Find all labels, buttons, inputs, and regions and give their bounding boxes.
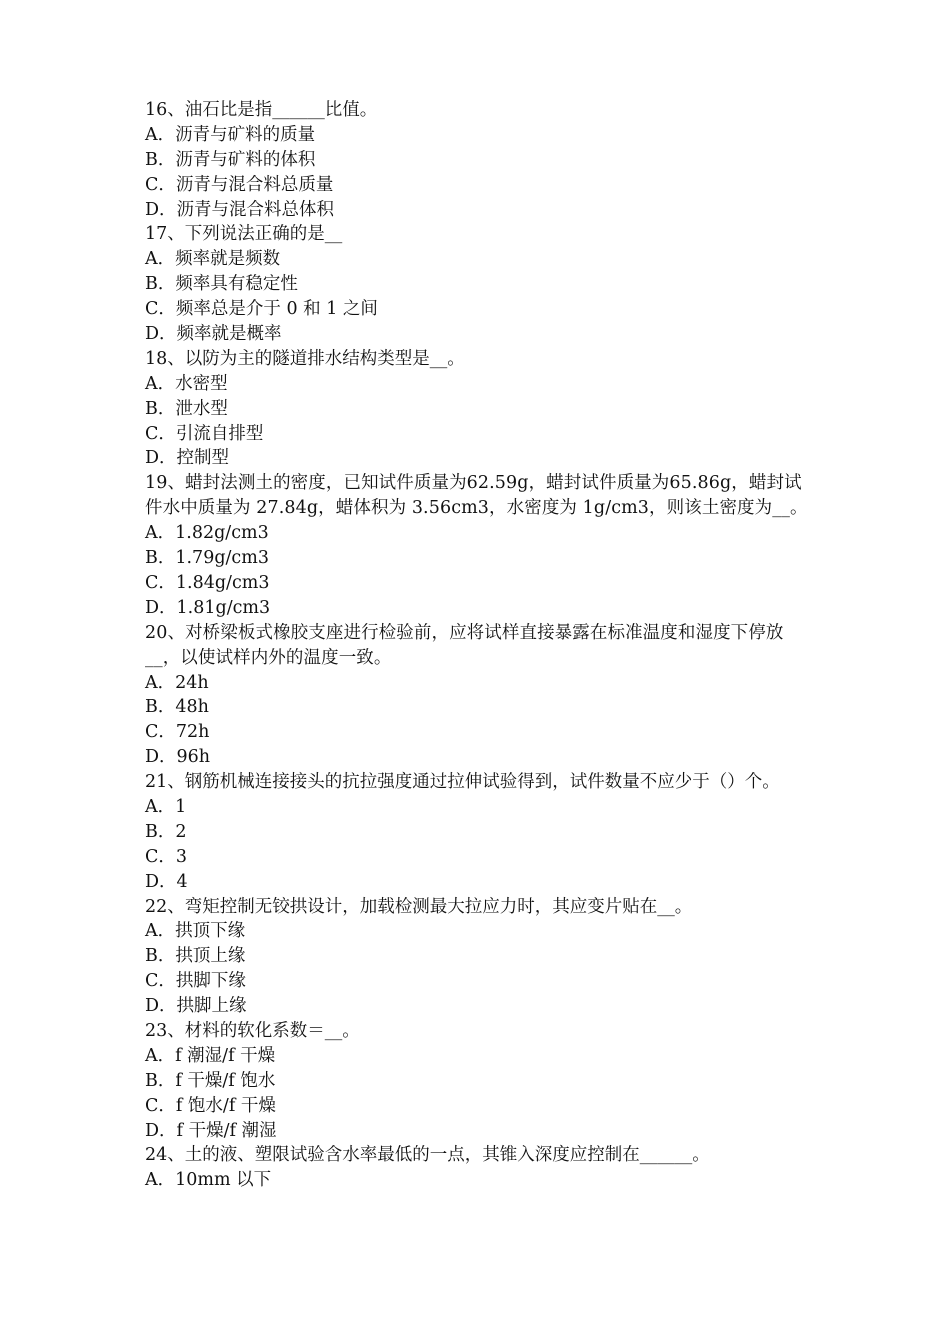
question-stem: 19、蜡封法测土的密度，已知试件质量为62.59g，蜡封试件质量为65.86g，蜡封试件水中质量为 27.84g，蜡体积为 3.56cm3，水密度为 1g/cm3，则该土密度为__。 <box>145 473 808 519</box>
question-stem: 18、以防为主的隧道排水结构类型是__。 <box>145 348 465 369</box>
question-19 <box>145 471 813 620</box>
option-c: C．引流自排型 <box>145 423 264 444</box>
question-stem: 22、弯矩控制无铰拱设计，加载检测最大拉应力时，其应变片贴在__。 <box>145 896 693 917</box>
option-d: D．频率就是概率 <box>145 324 282 345</box>
option-c: C．拱脚下缘 <box>145 971 246 992</box>
option-a: A．频率就是频数 <box>145 249 281 270</box>
document-page <box>145 98 813 1193</box>
option-d: D．4 <box>145 871 188 892</box>
option-b: B．拱顶上缘 <box>145 946 246 967</box>
option-a: A．沥青与矿料的质量 <box>145 124 316 145</box>
question-24 <box>145 1143 813 1193</box>
option-c: C．频率总是介于 0 和 1 之间 <box>145 299 378 320</box>
option-b: B．泄水型 <box>145 398 228 419</box>
option-c: C．72h <box>145 722 210 743</box>
question-stem: 23、材料的软化系数＝__。 <box>145 1021 360 1042</box>
option-d: D．1.81g/cm3 <box>145 597 271 618</box>
option-b: B．频率具有稳定性 <box>145 274 298 295</box>
option-b: B．1.79g/cm3 <box>145 548 269 569</box>
question-22 <box>145 895 813 1019</box>
option-a: A．24h <box>145 672 209 693</box>
option-c: C．沥青与混合料总质量 <box>145 174 334 195</box>
question-20 <box>145 621 813 770</box>
question-23 <box>145 1019 813 1143</box>
option-a: A．f 潮湿/f 干燥 <box>145 1045 276 1066</box>
option-d: D．f 干燥/f 潮湿 <box>145 1120 277 1141</box>
question-stem: 21、钢筋机械连接接头的抗拉强度通过拉伸试验得到，试件数量不应少于（）个。 <box>145 772 780 793</box>
question-21 <box>145 770 813 894</box>
option-a: A．水密型 <box>145 373 228 394</box>
option-b: B．2 <box>145 821 187 842</box>
question-stem: 16、油石比是指______比值。 <box>145 100 378 120</box>
option-a: A．1 <box>145 797 187 817</box>
option-c: C．1.84g/cm3 <box>145 572 270 593</box>
question-18 <box>145 347 813 471</box>
option-b: B．48h <box>145 697 209 718</box>
option-c: C．3 <box>145 846 188 867</box>
question-17 <box>145 222 813 346</box>
question-16 <box>145 98 813 222</box>
option-b: B．f 干燥/f 饱水 <box>145 1070 276 1091</box>
option-d: D．96h <box>145 747 211 768</box>
option-a: A．10mm 以下 <box>145 1170 272 1191</box>
option-d: D．沥青与混合料总体积 <box>145 199 335 220</box>
option-a: A．拱顶下缘 <box>145 921 246 942</box>
question-stem: 20、对桥梁板式橡胶支座进行检验前，应将试样直接暴露在标准温度和湿度下停放__，以使试样内外的温度一致。 <box>145 622 784 668</box>
option-d: D．控制型 <box>145 448 230 469</box>
option-c: C．f 饱水/f 干燥 <box>145 1095 276 1116</box>
option-d: D．拱脚上缘 <box>145 996 247 1017</box>
question-stem: 17、下列说法正确的是__ <box>145 224 343 245</box>
option-a: A．1.82g/cm3 <box>145 523 269 544</box>
question-stem: 24、土的液、塑限试验含水率最低的一点，其锥入深度应控制在______。 <box>145 1145 710 1166</box>
option-b: B．沥青与矿料的体积 <box>145 149 316 170</box>
